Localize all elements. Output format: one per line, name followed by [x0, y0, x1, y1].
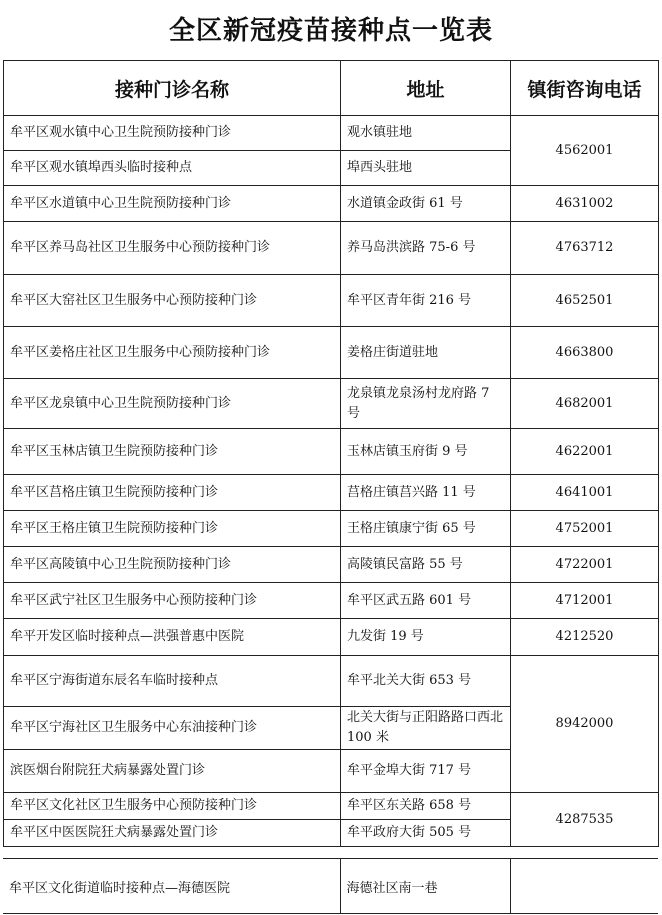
table-row — [4, 327, 659, 379]
site-address: 北关大街与正阳路路口西北 100 米 — [341, 707, 511, 750]
header-phone: 镇街咨询电话 — [511, 61, 659, 116]
site-address: 牟平政府大街 505 号 — [341, 820, 511, 847]
site-name: 牟平区龙泉镇中心卫生院预防接种门诊 — [4, 379, 341, 429]
site-name: 牟平区中医医院狂犬病暴露处置门诊 — [4, 820, 341, 847]
table-row — [4, 511, 659, 547]
site-name: 牟平区大窑社区卫生服务中心预防接种门诊 — [4, 275, 341, 327]
table-row — [4, 583, 659, 619]
site-phone: 4287535 — [511, 793, 659, 847]
site-name: 牟平开发区临时接种点—洪强普惠中医院 — [4, 619, 341, 656]
site-phone: 8942000 — [511, 656, 659, 793]
site-address: 九发街 19 号 — [341, 619, 511, 656]
site-name: 牟平区莒格庄镇卫生院预防接种门诊 — [4, 475, 341, 511]
site-name: 牟平区武宁社区卫生服务中心预防接种门诊 — [4, 583, 341, 619]
site-phone: 4622001 — [511, 429, 659, 475]
site-phone: 4663800 — [511, 327, 659, 379]
site-phone: 4631002 — [511, 186, 659, 222]
table-row — [4, 222, 659, 275]
table-row — [4, 275, 659, 327]
vaccination-sites-table — [3, 60, 659, 847]
site-address: 姜格庄街道驻地 — [341, 327, 511, 379]
site-address: 海德社区南一巷 — [340, 859, 510, 914]
site-address: 牟平金埠大街 717 号 — [341, 750, 511, 793]
site-address: 龙泉镇龙泉汤村龙府路 7 号 — [341, 379, 511, 429]
site-address: 埠西头驻地 — [341, 151, 511, 186]
site-address: 养马岛洪滨路 75-6 号 — [341, 222, 511, 275]
site-phone: 4722001 — [511, 547, 659, 583]
table-row — [4, 429, 659, 475]
site-name: 牟平区水道镇中心卫生院预防接种门诊 — [4, 186, 341, 222]
site-phone: 4682001 — [511, 379, 659, 429]
table-row — [4, 116, 659, 151]
site-name: 牟平区文化社区卫生服务中心预防接种门诊 — [4, 793, 341, 820]
site-name: 牟平区养马岛社区卫生服务中心预防接种门诊 — [4, 222, 341, 275]
table-row — [4, 656, 659, 707]
site-phone: 4752001 — [511, 511, 659, 547]
site-name: 牟平区高陵镇中心卫生院预防接种门诊 — [4, 547, 341, 583]
extra-sites-table — [3, 858, 658, 914]
header-name: 接种门诊名称 — [4, 61, 341, 116]
site-name: 牟平区文化街道临时接种点—海德医院 — [3, 859, 340, 914]
table-row — [4, 547, 659, 583]
site-phone: 4763712 — [511, 222, 659, 275]
site-phone — [510, 859, 658, 914]
site-name: 牟平区宁海社区卫生服务中心东油接种门诊 — [4, 707, 341, 750]
table-row — [4, 793, 659, 820]
site-address: 观水镇驻地 — [341, 116, 511, 151]
site-address: 王格庄镇康宁街 65 号 — [341, 511, 511, 547]
site-name: 牟平区宁海街道东辰名车临时接种点 — [4, 656, 341, 707]
table-row — [4, 379, 659, 429]
table-header-row — [4, 61, 659, 116]
site-address: 牟平北关大街 653 号 — [341, 656, 511, 707]
site-phone: 4562001 — [511, 116, 659, 186]
site-address: 高陵镇民富路 55 号 — [341, 547, 511, 583]
page-title: 全区新冠疫苗接种点一览表 — [168, 16, 493, 46]
site-address: 玉林店镇玉府街 9 号 — [341, 429, 511, 475]
table-row — [4, 619, 659, 656]
table-row — [3, 859, 658, 914]
site-phone: 4212520 — [511, 619, 659, 656]
site-address: 牟平区武五路 601 号 — [341, 583, 511, 619]
header-address: 地址 — [341, 61, 511, 116]
site-name: 滨医烟台附院狂犬病暴露处置门诊 — [4, 750, 341, 793]
site-address: 莒格庄镇莒兴路 11 号 — [341, 475, 511, 511]
site-name: 牟平区观水镇埠西头临时接种点 — [4, 151, 341, 186]
site-name: 牟平区观水镇中心卫生院预防接种门诊 — [4, 116, 341, 151]
site-phone: 4652501 — [511, 275, 659, 327]
site-address: 水道镇金政街 61 号 — [341, 186, 511, 222]
site-name: 牟平区玉林店镇卫生院预防接种门诊 — [4, 429, 341, 475]
site-name: 牟平区王格庄镇卫生院预防接种门诊 — [4, 511, 341, 547]
site-phone: 4712001 — [511, 583, 659, 619]
site-phone: 4641001 — [511, 475, 659, 511]
table-row — [4, 475, 659, 511]
table-row — [4, 186, 659, 222]
site-address: 牟平区青年街 216 号 — [341, 275, 511, 327]
site-name: 牟平区姜格庄社区卫生服务中心预防接种门诊 — [4, 327, 341, 379]
site-address: 牟平区东关路 658 号 — [341, 793, 511, 820]
